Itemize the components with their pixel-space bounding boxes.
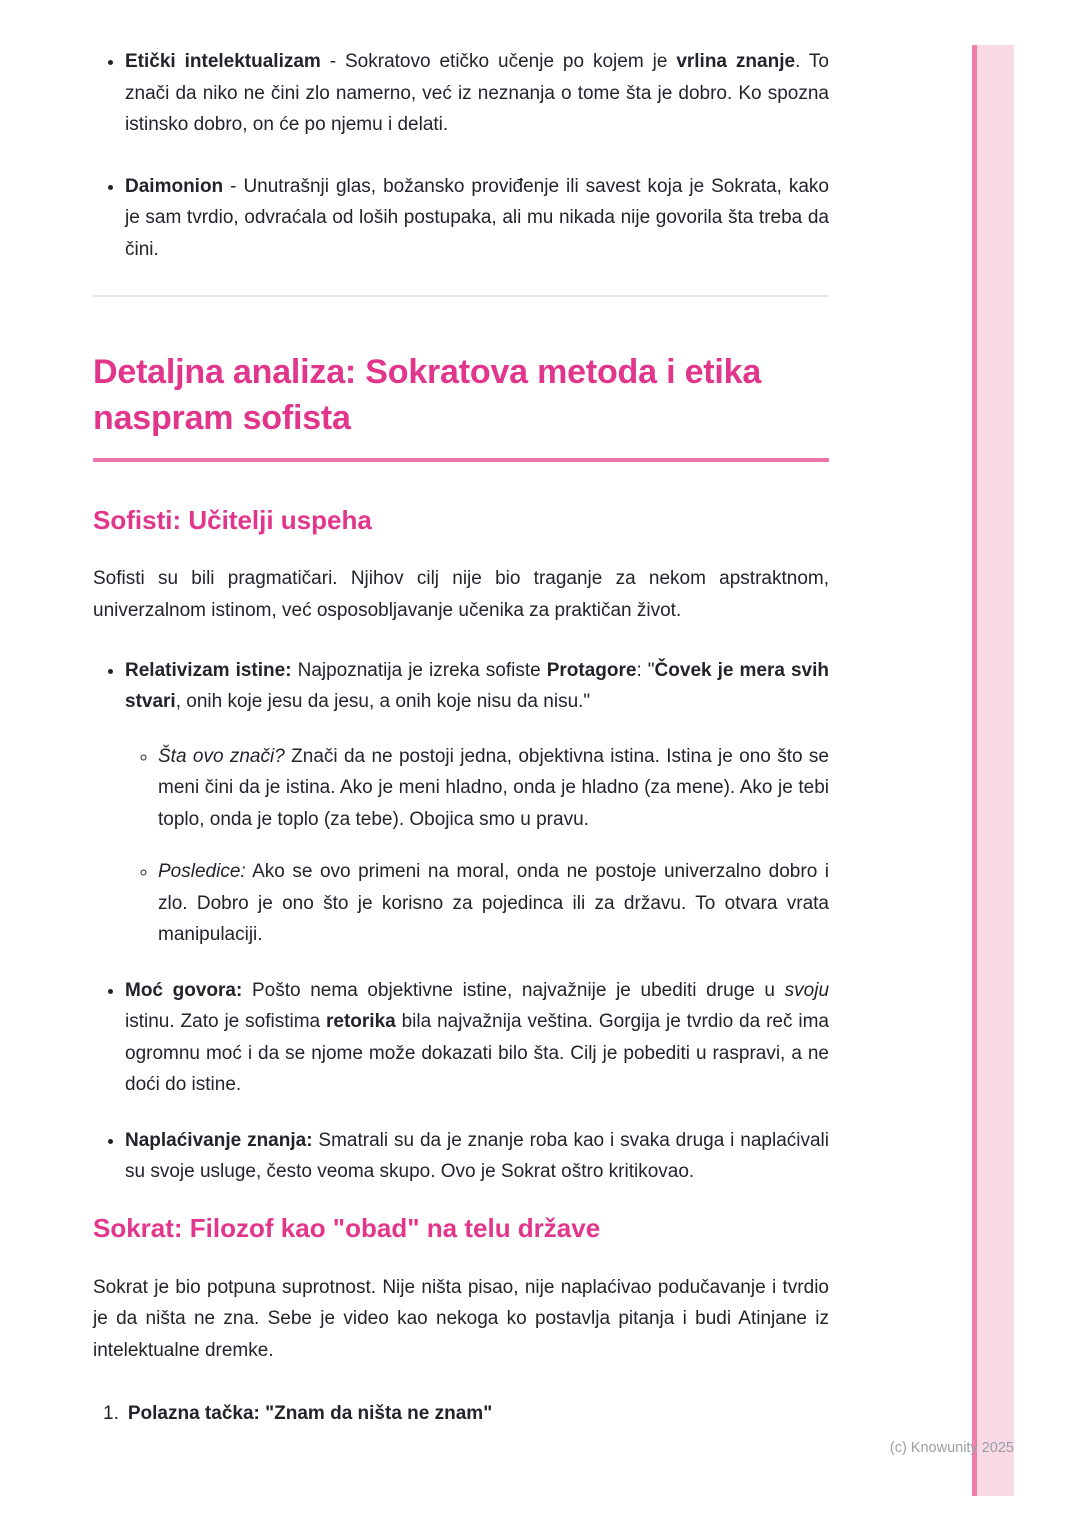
paragraph-sokrat-intro: Sokrat je bio potpuna suprotnost. Nije ništa pisao, nije naplaćivao podučavanje i tvrdio je da ništa ne zna. Sebe je video kao nekoga ko postavlja pitanja i budi Atinjane iz intelektualne dremke.: [93, 1276, 829, 1361]
numbered-item-marker: 1.: [103, 1403, 119, 1425]
page-title: Detaljna analiza: Sokratova metoda i etika naspram sofista: [93, 353, 762, 438]
list-item: [158, 856, 829, 951]
list-item: [125, 1125, 829, 1188]
list-item: [125, 655, 829, 951]
list-item-text: Posledice: Ako se ovo primeni na moral, onda ne postoje univerzalno dobro i zlo. Dobro je ono što je korisno za pojedinca ili za državu. To otvara vrata manipulaciji.: [158, 861, 829, 946]
list-item-text: Šta ovo znači? Znači da ne postoji jedna, objektivna istina. Istina je ono što se meni čini da je istina. Ako je meni hladno, onda je hladno (za mene). Ako je tebi toplo, onda je toplo (za tebe). Obojica smo u pravu.: [158, 745, 829, 830]
section-divider: [93, 295, 829, 297]
list-item: [125, 975, 829, 1101]
numbered-item: [103, 1398, 829, 1430]
list-item-text: Moć govora: Pošto nema objektivne istine, najvažnije je ubediti druge u svoju istinu. Zato je sofistima retorika bila najvažnija veština. Gorgija je tvrdio da reč ima ogromnu moć i da se njome može dokazati bilo šta. Cilj je pobediti u raspravi, a ne doći do istine.: [125, 979, 830, 1096]
decorative-stripe-line: [972, 45, 977, 1496]
list-item: [125, 171, 829, 266]
list-item-text: Etički intelektualizam - Sokratovo etičko učenje po kojem je vrlina znanje. To znači da niko ne čini zlo namerno, već iz neznanja o tome šta je dobro. Ko spozna istinsko dobro, on će po njemu i delati.: [125, 51, 829, 136]
copyright-credit: (c) Knowunity 2025: [889, 1440, 1014, 1456]
sub-bullet-list: [125, 741, 829, 951]
section-heading-sofisti: Sofisti: Učitelji uspeha: [93, 504, 372, 535]
bullet-list-sofisti: [93, 655, 829, 1188]
list-item: [125, 46, 829, 141]
paragraph-sofisti-intro: Sofisti su bili pragmatičari. Njihov cilj nije bio traganje za nekom apstraktnom, univerzalnom istinom, već osposobljavanje učenika za praktičan život.: [93, 568, 829, 621]
numbered-list: [93, 1398, 829, 1430]
list-item: [158, 741, 829, 836]
page-content: [93, 46, 829, 1430]
list-item-text: Daimonion - Unutrašnji glas, božansko proviđenje ili savest koja je Sokrata, kako je sam tvrdio, odvraćala od loših postupaka, ali mu nikada nije govorila šta treba da čini.: [125, 175, 829, 260]
list-item-text: Naplaćivanje znanja: Smatrali su da je znanje roba kao i svaka druga i naplaćivali su svoje usluge, često veoma skupo. Ovo je Sokrat oštro kritikovao.: [125, 1129, 830, 1183]
title-underline: [93, 458, 829, 462]
intro-bullet-list: [93, 46, 829, 265]
decorative-stripe: [972, 45, 1014, 1496]
section-heading-sokrat: Sokrat: Filozof kao "obad" na telu države: [93, 1212, 601, 1243]
numbered-item-text: Polazna tačka: "Znam da ništa ne znam": [127, 1403, 493, 1425]
list-item-text: Relativizam istine: Najpoznatija je izreka sofiste Protagore: "Čovek je mera svih stvari, onih koje jesu da jesu, a onih koje nisu da nisu.": [125, 659, 829, 713]
